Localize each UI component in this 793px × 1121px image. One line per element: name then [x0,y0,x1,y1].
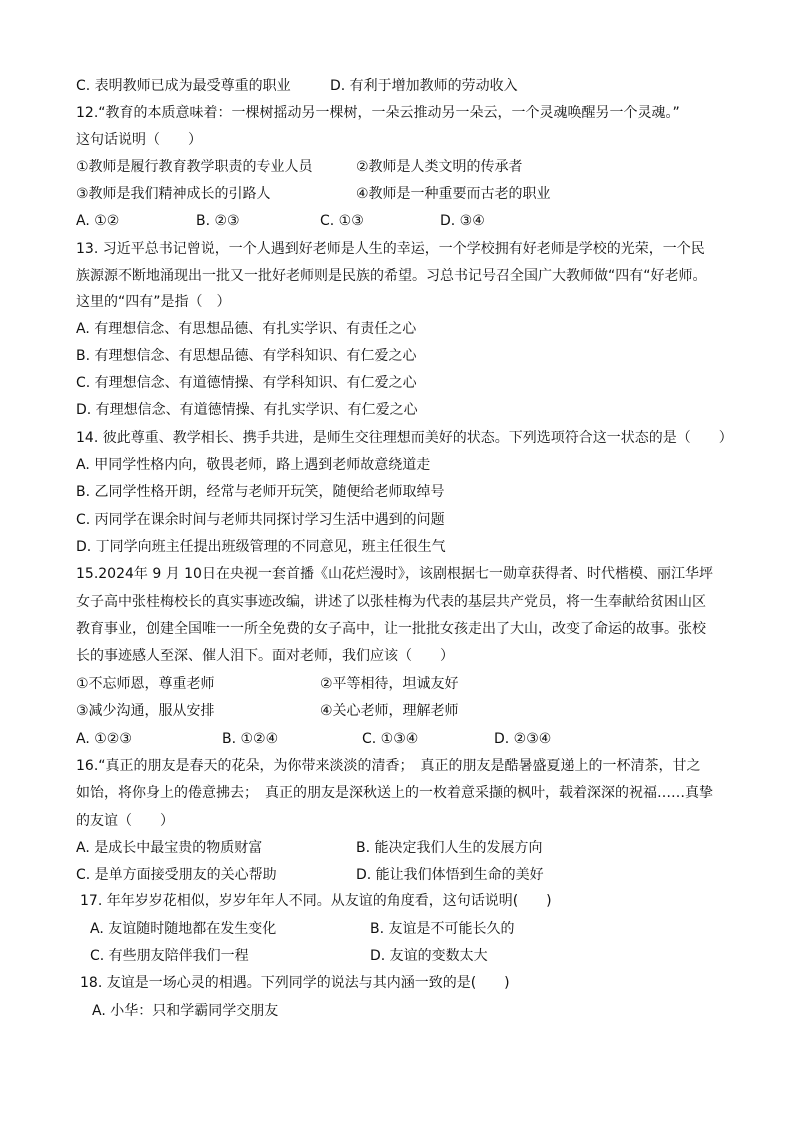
q12-option-a: A. ①② [76,213,120,229]
q11-option-d: D. 有利于增加教师的劳动收入 [330,78,518,94]
q17-option-a: A. 友谊随时随地都在发生变化 [90,921,277,937]
q16-stem-line-3: 的友谊（ ） [76,813,174,829]
q15-option-c: C. ①③④ [362,731,419,747]
q13-option-d: D. 有理想信念、有道德情操、有扎实学识、有仁爱之心 [76,402,418,418]
q13-option-b: B. 有理想信念、有思想品德、有学科知识、有仁爱之心 [76,348,417,364]
q14-option-c: C. 丙同学在课余时间与老师共同探讨学习生活中遇到的问题 [76,512,445,528]
q17-stem-line-1: 17. 年年岁岁花相似，岁岁年年人不同。从友谊的角度看，这句话说明( ) [80,893,552,909]
q15-item-4: ④关心老师，理解老师 [320,703,459,719]
q15-item-2: ②平等相待，坦诚友好 [320,676,459,692]
q13-stem-line-1: 13. 习近平总书记曾说，一个人遇到好老师是人生的幸运，一个学校拥有好老师是学校的光荣，一个民 [76,241,705,257]
q17-option-d: D. 友谊的变数太大 [370,948,488,964]
q12-item-4: ④教师是一种重要而古老的职业 [356,186,551,202]
q15-option-d: D. ②③④ [494,731,552,747]
q14-option-a: A. 甲同学性格内向，敬畏老师，路上遇到老师故意绕道走 [76,457,431,473]
q12-option-c: C. ①③ [320,213,364,229]
q18-stem-line-1: 18. 友谊是一场心灵的相遇。下列同学的说法与其内涵一致的是( ) [80,975,510,991]
q16-stem-line-2: 如饴，将你身上的倦意拂去； 真正的朋友是深秋送上的一枚着意采撷的枫叶，载着深深的祝福……真挚 [76,785,713,801]
q12-option-d: D. ③④ [440,213,485,229]
q15-item-1: ①不忘师恩，尊重老师 [76,676,215,692]
q15-stem-line-2: 女子高中张桂梅校长的真实事迹改编，讲述了以张桂梅为代表的基层共产党员，将一生奉献给贫困山区 [76,594,706,610]
q13-option-a: A. 有理想信念、有思想品德、有扎实学识、有责任之心 [76,321,417,337]
q15-option-b: B. ①②④ [222,731,279,747]
q17-option-b: B. 友谊是不可能长久的 [370,921,515,937]
q12-item-1: ①教师是履行教育教学职责的专业人员 [76,159,313,175]
q15-option-a: A. ①②③ [76,731,132,747]
q16-option-d: D. 能让我们体悟到生命的美好 [356,867,544,883]
q13-stem-line-2: 族源源不断地涌现出一批又一批好老师则是民族的希望。习总书记号召全国广大教师做“四有“好老师。 [76,268,707,284]
q14-option-b: B. 乙同学性格开朗，经常与老师开玩笑，随便给老师取绰号 [76,484,445,500]
q12-item-2: ②教师是人类文明的传承者 [356,159,523,175]
q12-option-b: B. ②③ [196,213,240,229]
q16-option-b: B. 能决定我们人生的发展方向 [356,840,543,856]
q15-stem-line-1: 15.2024年 9 月 10日在央视一套首播《山花烂漫时》，该剧根据七一勋章获得者、时代楷模、丽江华坪 [76,566,713,582]
q11-option-c: C. 表明教师已成为最受尊重的职业 [76,78,291,94]
q12-stem-line-1: 12.“教育的本质意味着：一棵树摇动另一棵树，一朵云推动另一朵云，一个灵魂唤醒另一个灵魂。” [76,105,680,121]
q14-stem-line-1: 14. 彼此尊重、教学相长、携手共进，是师生交往理想而美好的状态。下列选项符合这一状态的是（ ） [76,430,733,446]
q18-option-a: A. 小华：只和学霸同学交朋友 [92,1003,279,1019]
q16-stem-line-1: 16.“真正的朋友是春天的花朵，为你带来淡淡的清香； 真正的朋友是酷暑盛夏递上的一杯清茶，甘之 [76,758,701,774]
q15-item-3: ③减少沟通，服从安排 [76,703,215,719]
q13-stem-line-3: 这里的“四有”是指（ ） [76,294,231,310]
q14-option-d: D. 丁同学向班主任提出班级管理的不同意见，班主任很生气 [76,539,446,555]
q15-stem-line-3: 教育事业，创建全国唯一一所全免费的女子高中，让一批批女孩走出了大山，改变了命运的故事。张校 [76,621,706,637]
q12-stem-line-2: 这句话说明（ ） [76,132,202,148]
q17-option-c: C. 有些朋友陪伴我们一程 [90,948,249,964]
q16-option-a: A. 是成长中最宝贵的物质财富 [76,840,263,856]
q15-stem-line-4: 长的事迹感人至深、催人泪下。面对老师，我们应该（ ） [76,648,454,664]
q12-item-3: ③教师是我们精神成长的引路人 [76,186,271,202]
q16-option-c: C. 是单方面接受朋友的关心帮助 [76,867,277,883]
q13-option-c: C. 有理想信念、有道德情操、有学科知识、有仁爱之心 [76,375,417,391]
